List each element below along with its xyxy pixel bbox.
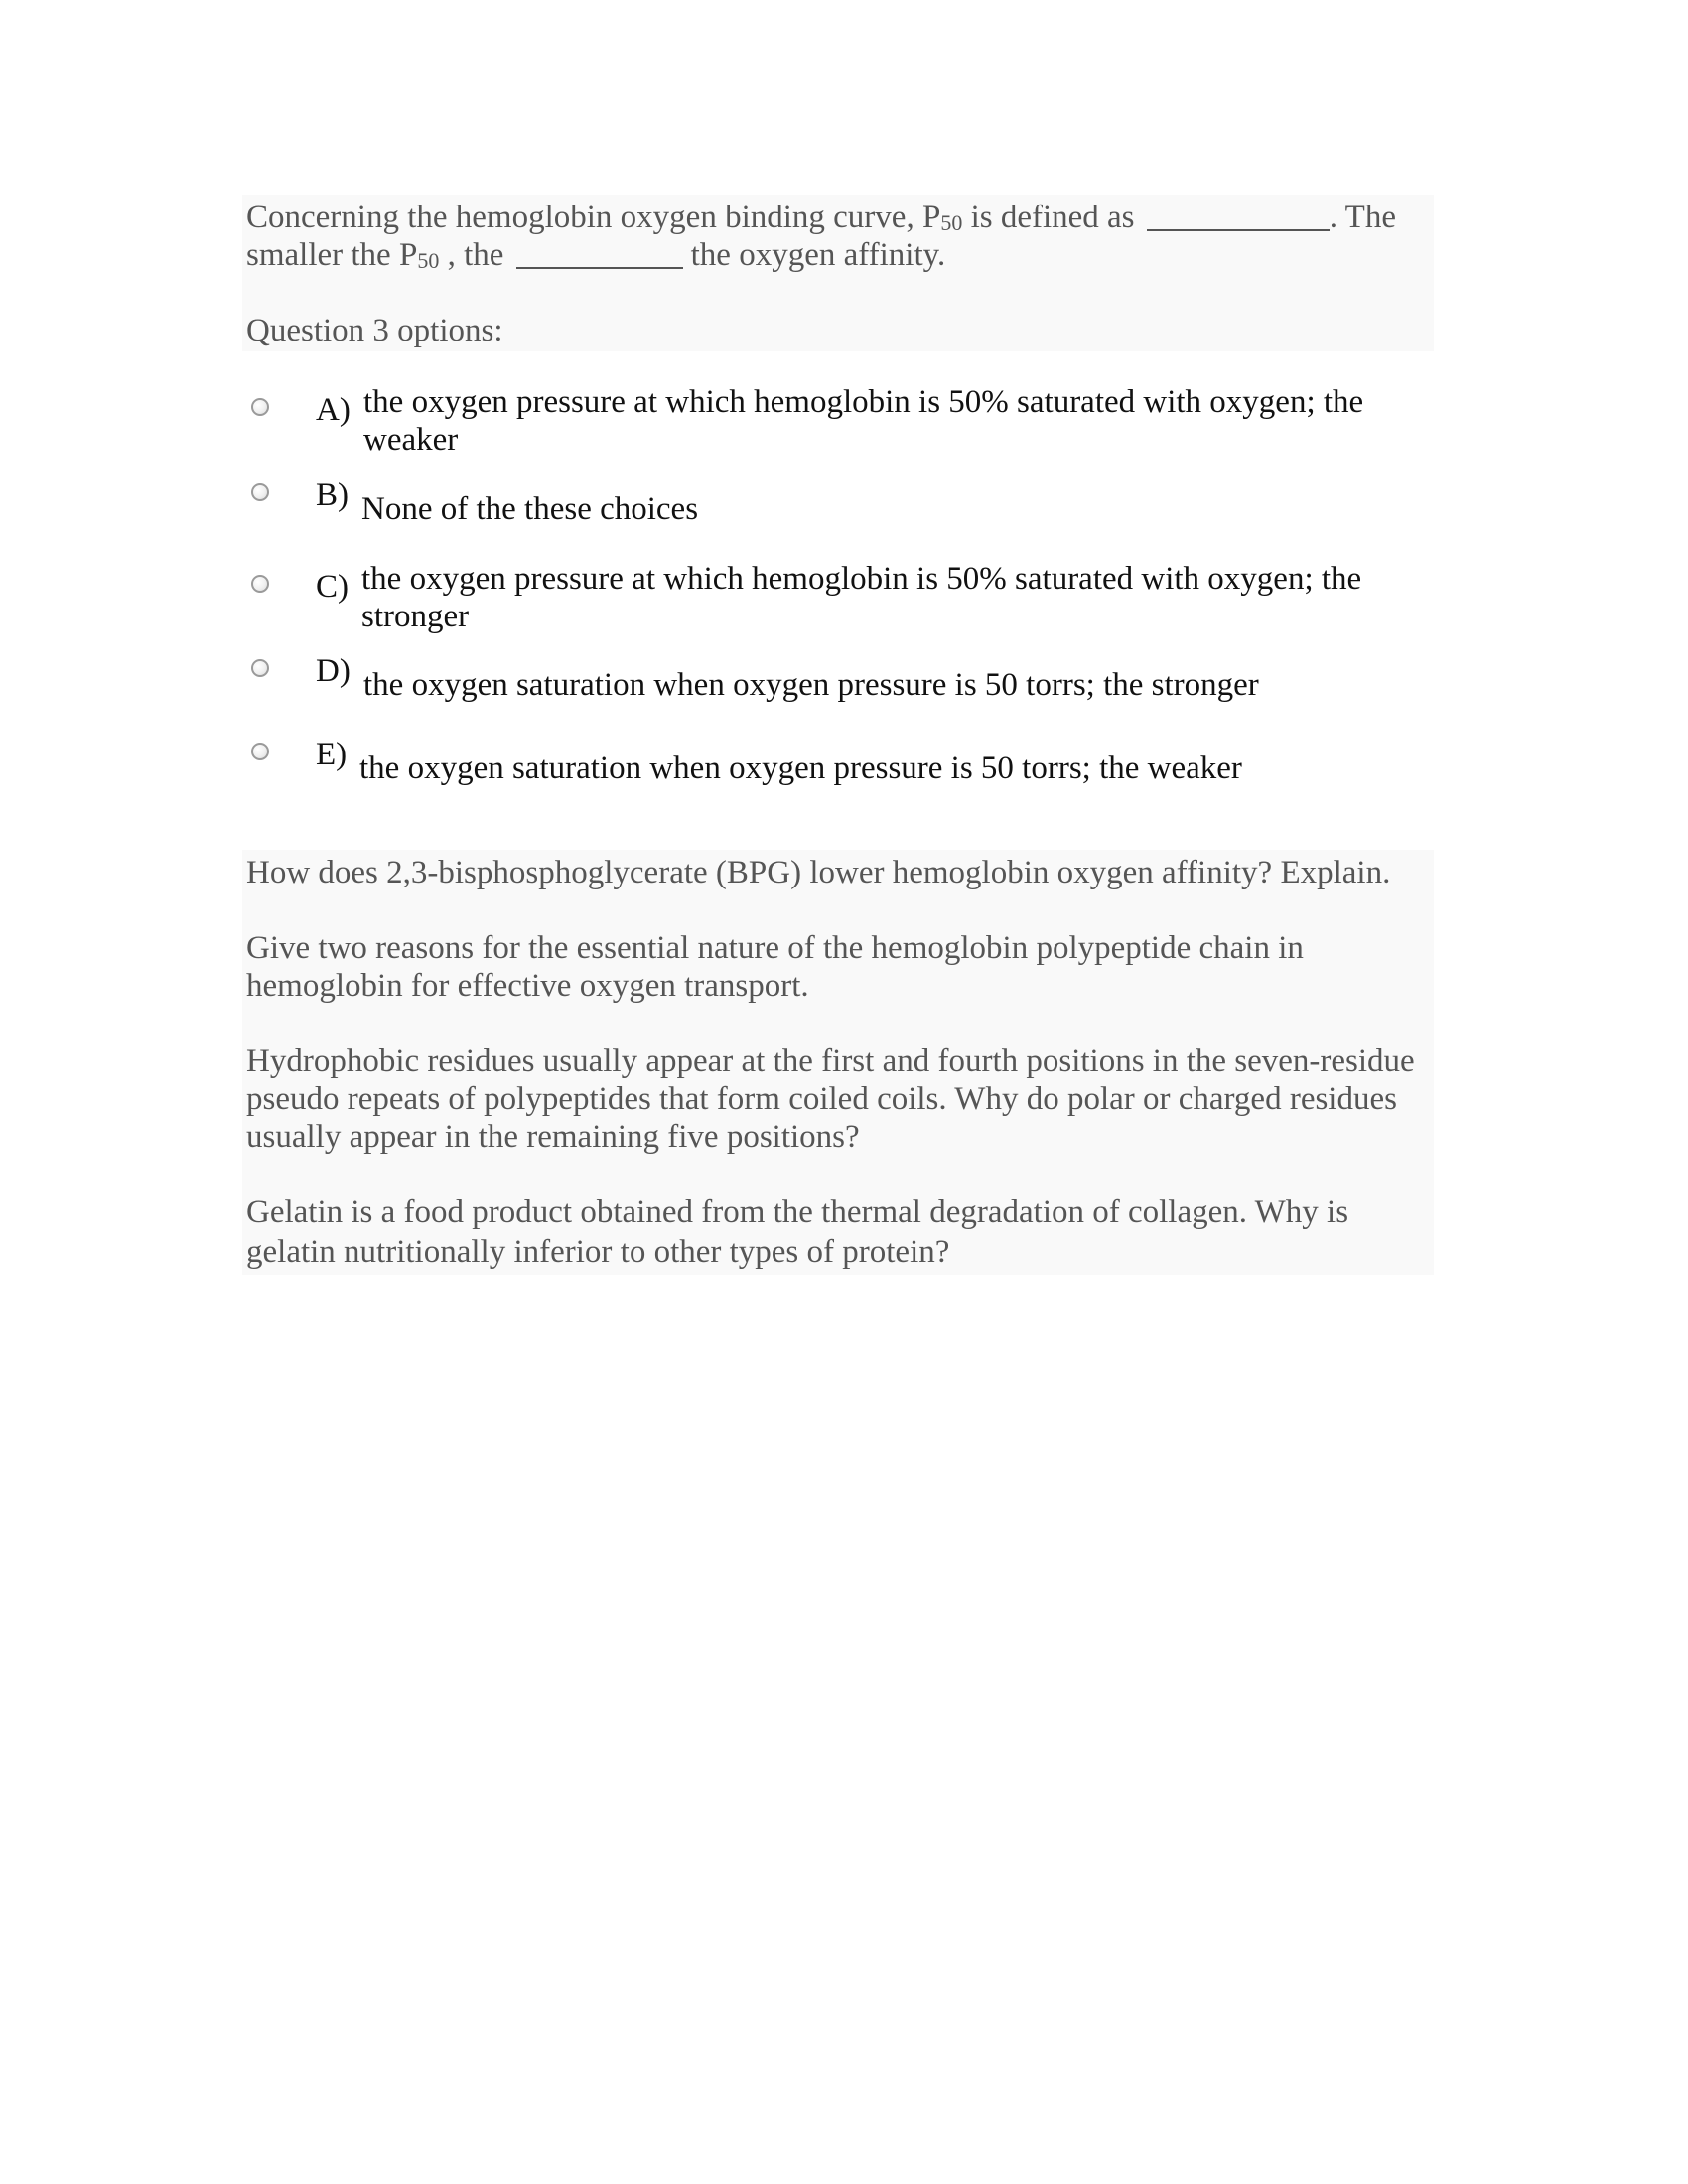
prompt-line2-part1: smaller the P [246,237,418,273]
option-c-text-line2: stronger [361,599,470,634]
prompt-part2: is defined as [962,200,1135,235]
option-c-text-line1: the oxygen pressure at which hemoglobin is 50% saturated with oxygen; the [361,561,1362,597]
answer-blank-2 [516,237,683,269]
option-a-letter: A) [316,392,351,428]
option-a-radio[interactable] [251,398,269,416]
question-coiled-line1: Hydrophobic residues usually appear at the first and fourth positions in the seven-residue [246,1043,1415,1079]
option-b-text-line1: None of the these choices [361,491,699,527]
question-polypeptide-line1: Give two reasons for the essential nature of the hemoglobin polypeptide chain in [246,930,1304,966]
option-a-text-line2: weaker [363,422,459,458]
option-e-text-line1: the oxygen saturation when oxygen pressure is 50 torrs; the weaker [359,751,1242,786]
option-d-text-line1: the oxygen saturation when oxygen pressure is 50 torrs; the stronger [363,667,1259,703]
question-gelatin-line1: Gelatin is a food product obtained from the thermal degradation of collagen. Why is [246,1194,1349,1230]
option-c-letter: C) [316,569,349,605]
question-gelatin-line2: gelatin nutritionally inferior to other types of protein? [246,1234,950,1270]
option-d-letter: D) [316,653,351,689]
question-coiled-line2: pseudo repeats of polypeptides that form coiled coils. Why do polar or charged residues [246,1081,1397,1117]
p50-subscript-2: 50 [417,248,440,273]
option-e-radio[interactable] [251,743,269,760]
prompt-line2-part2: , the [439,237,504,273]
prompt-line2-part3: the oxygen affinity. [690,237,946,273]
option-b-letter: B) [316,478,349,513]
question-coiled-line3: usually appear in the remaining five positions? [246,1119,860,1155]
p50-subscript: 50 [940,210,963,235]
prompt-part3: . The [1329,200,1396,235]
options-header: Question 3 options: [246,313,503,348]
option-e-letter: E) [316,737,348,772]
option-b-radio[interactable] [251,483,269,501]
answer-blank-1 [1147,200,1330,231]
option-c-radio[interactable] [251,575,269,593]
question-3-prompt-line2 [246,236,945,280]
question-polypeptide-line2: hemoglobin for effective oxygen transport. [246,968,809,1004]
question-bpg: How does 2,3-bisphosphoglycerate (BPG) lower hemoglobin oxygen affinity? Explain. [246,855,1391,890]
prompt-part1: Concerning the hemoglobin oxygen binding curve, P [246,200,941,235]
option-d-radio[interactable] [251,659,269,677]
option-a-text-line1: the oxygen pressure at which hemoglobin is 50% saturated with oxygen; the [363,384,1364,420]
